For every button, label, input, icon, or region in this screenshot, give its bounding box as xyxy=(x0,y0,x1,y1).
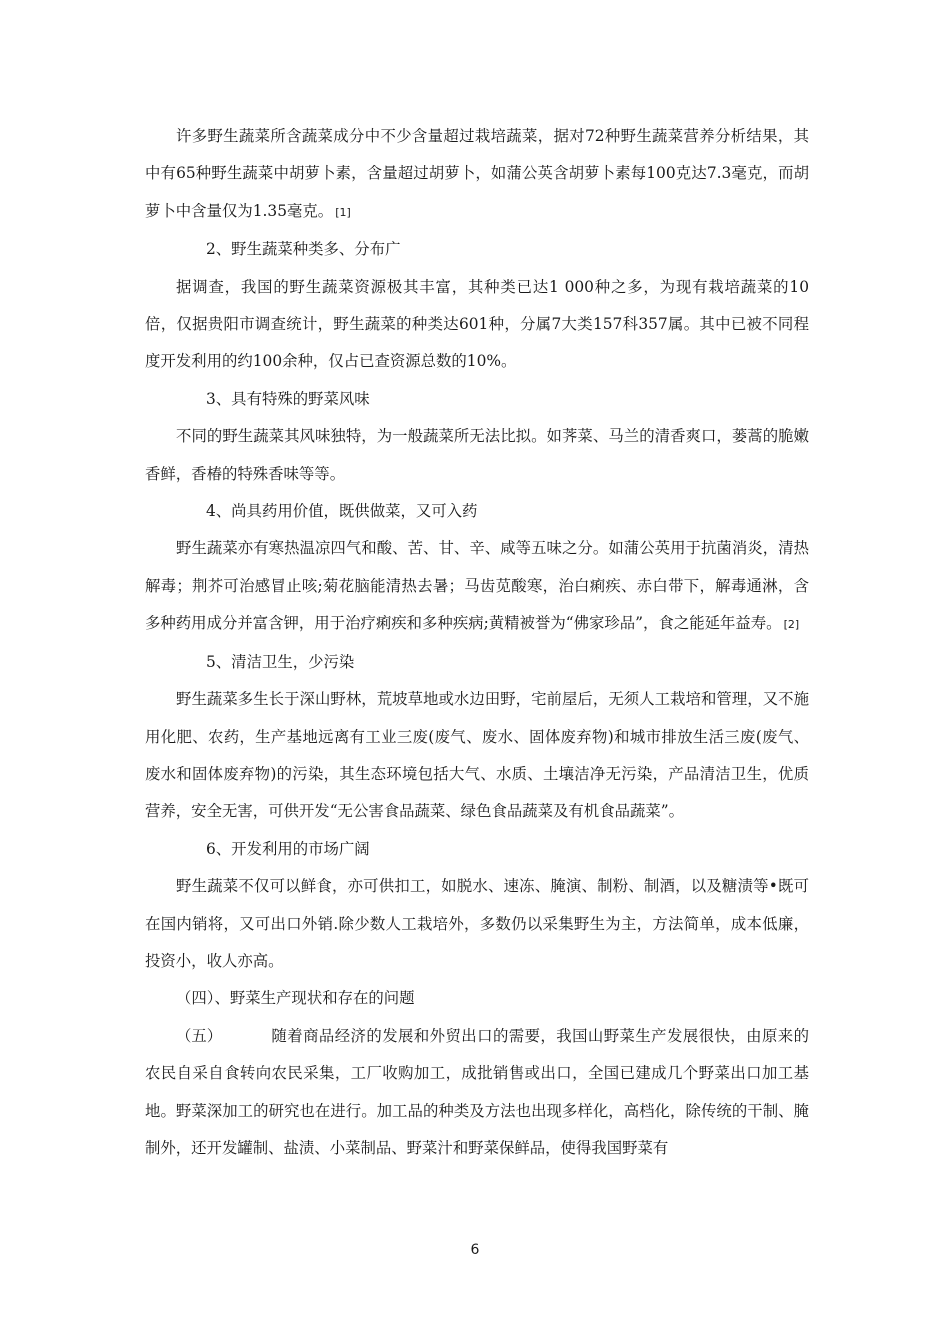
paragraph-section-5-text: 随着商品经济的发展和外贸出口的需要，我国山野菜生产发展很快，由原来的农民自采自食转向农民采集，工厂收购加工，成批销售或出口，全国已建成几个野菜出口加工基地。野菜深加工的研究也在进行。加工品的种类及方法也出现多样化，高档化，除传统的干制、腌制外，还开发罐制、盐渍、小菜制品、野菜汁和野菜保鲜品，使得我国野菜有 xyxy=(145,1026,809,1157)
document-body xyxy=(145,118,809,1167)
heading-market: 6、开发利用的市场广阔 xyxy=(206,839,370,858)
paragraph-medicinal-text: 野生蔬菜亦有寒热温凉四气和酸、苦、甘、辛、咸等五味之分。如蒲公英用于抗菌消炎，清热解毒；荆芥可治感冒止咳;菊花脑能清热去暑；马齿苋酸寒，治白痢疾、赤白带下，解毒通淋，含多种药用成分并富含钾，用于治疗痢疾和多种疾病;黄精被誉为“佛家珍品”，食之能延年益寿。 xyxy=(145,539,809,633)
citation-ref-1: [1] xyxy=(335,205,351,219)
paragraph-market: 野生蔬菜不仅可以鲜食，亦可供扣工，如脱水、速冻、腌演、制粉、制酒，以及糖渍等•既可在国内销将，又可出口外销.除少数人工栽培外，多数仍以采集野生为主，方法简单，成本低廉，投资小，收人亦高。 xyxy=(145,877,809,970)
paragraph-clean: 野生蔬菜多生长于深山野林，荒坡草地或水边田野，宅前屋后，无须人工栽培和管理，又不施用化肥、农药，生产基地远离有工业三废(废气、废水、固体废弃物)和城市排放生活三废(废气、废水和固体废弃物)的污染，其生态环境包括大气、水质、土壤洁净无污染，产品清洁卫生，优质营养，安全无害，可供开发“无公害食品蔬菜、绿色食品蔬菜及有机食品蔬菜”。 xyxy=(145,690,809,821)
section-heading-4: （四）、野菜生产现状和存在的问题 xyxy=(176,989,415,1008)
heading-medicinal: 4、尚具药用价值，既供做菜，又可入药 xyxy=(206,502,478,521)
paragraph-variety: 据调查，我国的野生蔬菜资源极其丰富，其种类已达1 000种之多，为现有栽培蔬菜的10倍，仅据贵阳市调查统计，野生蔬菜的种类达601种，分属7大类157科357属。其中已被不同程度开发利用的约100余种，仅占已查资源总数的10%。 xyxy=(145,277,809,371)
paragraph-nutrition xyxy=(145,118,809,231)
citation-ref-2: [2] xyxy=(783,618,800,632)
page-number: 6 xyxy=(470,1242,480,1258)
heading-clean: 5、清洁卫生，少污染 xyxy=(206,652,355,671)
heading-variety: 2、野生蔬菜种类多、分布广 xyxy=(206,240,401,259)
paragraph-nutrition-text: 许多野生蔬菜所含蔬菜成分中不少含量超过栽培蔬菜，据对72种野生蔬菜营养分析结果，其中有65种野生蔬菜中胡萝卜素，含量超过胡萝卜，如蒲公英含胡萝卜素每100克达7.3毫克，而胡萝卜中含量仅为1.35毫克。 xyxy=(145,127,809,220)
paragraph-medicinal xyxy=(145,530,809,643)
section-label-5: （五） xyxy=(176,1026,223,1045)
heading-flavor: 3、具有特殊的野菜风味 xyxy=(206,389,370,408)
paragraph-section-5 xyxy=(145,1018,809,1168)
paragraph-flavor: 不同的野生蔬菜其风味独特，为一般蔬菜所无法比拟。如荠菜、马兰的清香爽口，蒌蒿的脆嫩香鲜，香椿的特殊香味等等。 xyxy=(145,427,809,483)
